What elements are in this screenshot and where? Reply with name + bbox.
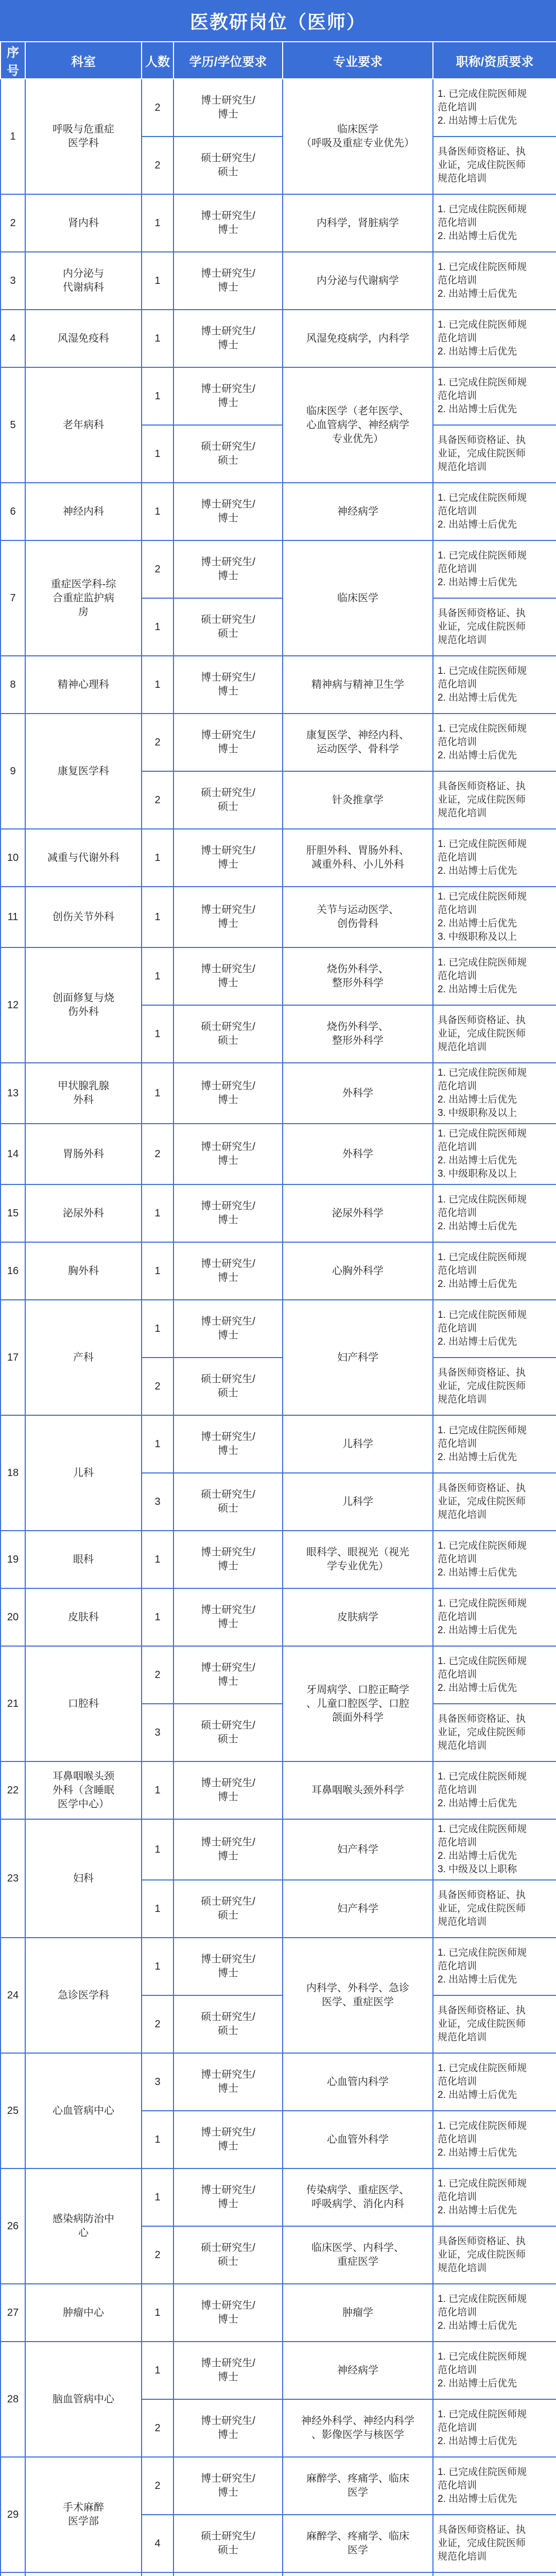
page-title: 医教研岗位（医师）: [0, 0, 556, 41]
major-requirement: 内科学、外科学、急诊 医学、重症医学: [283, 1938, 433, 2053]
row-index: 16: [1, 1242, 25, 1300]
headcount: 1: [142, 1588, 173, 1646]
department-name: [25, 2572, 142, 2576]
major-requirement: 儿科学: [283, 1473, 433, 1531]
headcount: 1: [142, 483, 173, 540]
education-requirement: 博士研究生/ 博士: [173, 1761, 283, 1819]
row-index: 15: [1, 1184, 25, 1242]
headcount: 1: [142, 252, 173, 310]
major-requirement: 临床医学（老年医学、 心血管病学、神经病学 专业优先）: [283, 367, 433, 483]
education-requirement: 硕士研究生/ 硕士: [173, 1880, 283, 1938]
headcount: 1: [142, 1938, 173, 1995]
department-name: 甲状腺乳腺 外科: [25, 1063, 142, 1124]
header-major: 专业要求: [283, 42, 433, 79]
headcount: 1: [142, 1819, 173, 1880]
headcount: 1: [142, 1063, 173, 1124]
title-requirement: 具备医师资格证、执 业证，完成住院医师 规范化培训: [433, 771, 556, 829]
education-requirement: 硕士研究生/ 硕士: [173, 425, 283, 483]
title-requirement: 1. 已完成住院医师规 范化培训 2. 出站博士后优先: [433, 310, 556, 367]
title-requirement: 1. 已完成住院医师规 范化培训 2. 出站博士后优先: [433, 1646, 556, 1704]
table-row: [1, 2342, 556, 2399]
education-requirement: 博士研究生/ 博士: [173, 1588, 283, 1646]
headcount: 1: [142, 1300, 173, 1358]
education-requirement: 博士研究生/ 博士: [173, 947, 283, 1005]
row-index: 10: [1, 829, 25, 887]
department-name: 心血管病中心: [25, 2053, 142, 2168]
headcount: 1: [142, 1242, 173, 1300]
table-row: [1, 1184, 556, 1242]
major-requirement: 神经病学: [283, 2342, 433, 2399]
title-requirement: 1. 已完成住院医师规 范化培训 2. 出站博士后优先: [433, 540, 556, 598]
education-requirement: 博士研究生/ 博士: [173, 1184, 283, 1242]
row-index: [1, 2572, 25, 2576]
department-name: 泌尿外科: [25, 1184, 142, 1242]
headcount: 1: [142, 1415, 173, 1473]
row-index: 23: [1, 1819, 25, 1938]
table-row: [1, 714, 556, 771]
title-requirement: 具备医师资格证、执 业证，完成住院医师 规范化培训: [433, 1704, 556, 1761]
row-index: 2: [1, 194, 25, 252]
headcount: 1: [142, 1761, 173, 1819]
row-index: 11: [1, 887, 25, 947]
title-requirement: 1. 已完成住院医师规 范化培训 2. 出站博士后优先: [433, 1531, 556, 1588]
header-row: [1, 42, 556, 79]
major-requirement: 妇产科学: [283, 1300, 433, 1415]
education-requirement: 博士研究生/ 博士: [173, 1646, 283, 1704]
headcount: 1: [142, 829, 173, 887]
title-requirement: 1. 已完成住院医师规 范化培训 2. 出站博士后优先: [433, 656, 556, 714]
department-name: 肿瘤中心: [25, 2284, 142, 2342]
title-requirement: 1. 已完成住院医师规 范化培训 2. 出站博士后优先: [433, 483, 556, 540]
table-row: [1, 947, 556, 1005]
table-row: [1, 2168, 556, 2226]
education-requirement: 博士研究生/ 博士: [173, 483, 283, 540]
headcount: 2: [142, 1358, 173, 1415]
positions-table: [0, 41, 556, 2576]
title-requirement: 1. 已完成住院医师规 范化培训 2. 出站博士后优先: [433, 79, 556, 137]
row-index: 27: [1, 2284, 25, 2342]
department-name: 重症医学科-综 合重症监护病 房: [25, 540, 142, 656]
table-row: [1, 1588, 556, 1646]
header-title-requirement: 职称/资质要求: [433, 42, 556, 79]
title-requirement: 具备医师资格证、执 业证，完成住院医师 规范化培训: [433, 598, 556, 656]
title-requirement: 具备医师资格证、执 业证，完成住院医师 规范化培训: [433, 2226, 556, 2284]
department-name: 呼吸与危重症 医学科: [25, 79, 142, 194]
headcount: 1: [142, 1531, 173, 1588]
title-requirement: 1. 已完成住院医师规 范化培训 2. 出站博士后优先: [433, 1588, 556, 1646]
education-requirement: 博士研究生/ 博士: [173, 2284, 283, 2342]
headcount: 3: [142, 1473, 173, 1531]
department-name: 精神心理科: [25, 656, 142, 714]
title-requirement: 1. 已完成住院医师规 范化培训 2. 出站博士后优先: [433, 2168, 556, 2226]
row-index: 21: [1, 1646, 25, 1761]
major-requirement: 妇产科学: [283, 1819, 433, 1880]
education-requirement: 硕士研究生/ 硕士: [173, 1995, 283, 2053]
table-row: [1, 829, 556, 887]
title-requirement: 1. 已完成住院医师规 范化培训 2. 出站博士后优先: [433, 2457, 556, 2515]
headcount: 1: [142, 1880, 173, 1938]
major-requirement: 外科学: [283, 1063, 433, 1124]
education-requirement: 博士研究生/ 博士: [173, 1531, 283, 1588]
title-requirement: 1. 已完成住院医师规 范化培训 2. 出站博士后优先: [433, 1184, 556, 1242]
table-row: [1, 194, 556, 252]
education-requirement: 硕士研究生/ 硕士: [173, 1358, 283, 1415]
row-index: 6: [1, 483, 25, 540]
headcount: 4: [142, 2515, 173, 2572]
education-requirement: 博士研究生/ 博士: [173, 1938, 283, 1995]
headcount: 2: [142, 2226, 173, 2284]
education-requirement: 博士研究生/ 博士: [173, 1124, 283, 1184]
table-row: [1, 1646, 556, 1704]
major-requirement: 皮肤病学: [283, 1588, 433, 1646]
row-index: 29: [1, 2457, 25, 2572]
title-requirement: 1. 已完成住院医师规 范化培训 2. 出站博士后优先 3. 中级职称及以上: [433, 1124, 556, 1184]
row-index: 20: [1, 1588, 25, 1646]
education-requirement: 硕士研究生/ 硕士: [173, 137, 283, 194]
major-requirement: 关节与运动医学、 创伤骨科: [283, 887, 433, 947]
row-index: 19: [1, 1531, 25, 1588]
department-name: 减重与代谢外科: [25, 829, 142, 887]
education-requirement: 博士研究生/ 博士: [173, 1819, 283, 1880]
department-name: 感染病防治中 心: [25, 2168, 142, 2284]
major-requirement: 康复医学、神经内科、 运动医学、骨科学: [283, 714, 433, 771]
header-department: 科室: [25, 42, 142, 79]
table-row: [1, 656, 556, 714]
table-row: [1, 1761, 556, 1819]
headcount: 1: [142, 656, 173, 714]
major-requirement: 内科学，肾脏病学: [283, 194, 433, 252]
row-index: 4: [1, 310, 25, 367]
row-index: 24: [1, 1938, 25, 2053]
education-requirement: 博士研究生/ 博士: [173, 1242, 283, 1300]
title-requirement: 1. 已完成住院医师规 范化培训 2. 出站博士后优先: [433, 367, 556, 425]
table-row: [1, 2572, 556, 2576]
table-row: [1, 2284, 556, 2342]
headcount: 1: [142, 1184, 173, 1242]
education-requirement: 博士研究生/ 博士: [173, 1415, 283, 1473]
table-row: [1, 2457, 556, 2515]
education-requirement: 博士研究生/ 博士: [173, 367, 283, 425]
title-requirement: 1. 已完成住院医师规 范化培训 2. 出站博士后优先: [433, 194, 556, 252]
headcount: 2: [142, 137, 173, 194]
title-requirement: 1. 已完成住院医师规 范化培训 2. 出站博士后优先: [433, 252, 556, 310]
major-requirement: 传染病学、重症医学、 呼吸病学、消化内科: [283, 2168, 433, 2226]
education-requirement: 硕士研究生/ 硕士: [173, 1704, 283, 1761]
department-name: 胸外科: [25, 1242, 142, 1300]
title-requirement: 1. 已完成住院医师规 范化培训 2. 出站博士后优先: [433, 1300, 556, 1358]
table-row: [1, 1415, 556, 1473]
title-requirement: 具备医师资格证、执 业证，完成住院医师 规范化培训: [433, 1880, 556, 1938]
education-requirement: 硕士研究生/ 硕士: [173, 771, 283, 829]
major-requirement: 神经外科学、神经内科学 、影像医学与核医学: [283, 2399, 433, 2457]
table-row: [1, 1242, 556, 1300]
department-name: 儿科: [25, 1415, 142, 1531]
education-requirement: 博士研究生/ 博士: [173, 829, 283, 887]
major-requirement: 神经病学: [283, 483, 433, 540]
table-body: [1, 79, 556, 2576]
department-name: 手术麻醉 医学部: [25, 2457, 142, 2572]
row-index: 1: [1, 79, 25, 194]
major-requirement: 麻醉学、疼痛学、临床 医学: [283, 2515, 433, 2572]
row-index: 22: [1, 1761, 25, 1819]
department-name: 老年病科: [25, 367, 142, 483]
title-requirement: 具备医师资格证、执 业证，完成住院医师 规范化培训: [433, 425, 556, 483]
header-index: 序号: [1, 42, 25, 79]
department-name: 肾内科: [25, 194, 142, 252]
education-requirement: 硕士研究生/ 硕士: [173, 2226, 283, 2284]
headcount: 2: [142, 714, 173, 771]
major-requirement: 心胸外科学: [283, 1242, 433, 1300]
education-requirement: 博士研究生/ 博士: [173, 79, 283, 137]
major-requirement: 临床医学 （呼吸及重症专业优先）: [283, 79, 433, 194]
education-requirement: 博士研究生/ 博士: [173, 714, 283, 771]
title-requirement: 1. 已完成住院医师规 范化培训 2. 出站博士后优先: [433, 714, 556, 771]
table-row: [1, 1063, 556, 1124]
header-education: 学历/学位要求: [173, 42, 283, 79]
title-requirement: 具备医师资格证、执 业证，完成住院医师 规范化培训: [433, 1995, 556, 2053]
title-requirement: 具备医师资格证、执 业证，完成住院医师 规范化培训: [433, 1005, 556, 1063]
education-requirement: 博士研究生/ 博士: [173, 1063, 283, 1124]
title-requirement: 1. 已完成住院医师规 范化培训 2. 出站博士后优先: [433, 1242, 556, 1300]
major-requirement: 牙周病学、口腔正畸学 、儿童口腔医学、口腔 颌面外科学: [283, 1646, 433, 1761]
major-requirement: 心血管内科学: [283, 2053, 433, 2111]
major-requirement: 烧伤外科学、 整形外科学: [283, 1005, 433, 1063]
education-requirement: 博士研究生/ 博士: [173, 310, 283, 367]
education-requirement: 博士研究生/ 博士: [173, 2399, 283, 2457]
department-name: 风湿免疫科: [25, 310, 142, 367]
education-requirement: 博士研究生/ 博士: [173, 252, 283, 310]
major-requirement: 临床医学、内科学、 重症医学: [283, 2226, 433, 2284]
title-requirement: 1. 已完成住院医师规 范化培训 2. 出站博士后优先 3. 中级及以上职称: [433, 1819, 556, 1880]
education-requirement: 硕士研究生/ 硕士: [173, 1005, 283, 1063]
row-index: 5: [1, 367, 25, 483]
education-requirement: 硕士研究生/ 硕士: [173, 1473, 283, 1531]
row-index: 9: [1, 714, 25, 829]
headcount: 2: [142, 2457, 173, 2515]
headcount: 1: [142, 367, 173, 425]
table-row: [1, 367, 556, 425]
education-requirement: [173, 2572, 283, 2576]
headcount: 3: [142, 2053, 173, 2111]
headcount: 1: [142, 887, 173, 947]
headcount: 2: [142, 1124, 173, 1184]
headcount: 1: [142, 2168, 173, 2226]
headcount: 1: [142, 598, 173, 656]
headcount: 1: [142, 2284, 173, 2342]
department-name: 皮肤科: [25, 1588, 142, 1646]
department-name: 眼科: [25, 1531, 142, 1588]
department-name: 耳鼻咽喉头颈 外科（含睡眠 医学中心）: [25, 1761, 142, 1819]
headcount: 2: [142, 2399, 173, 2457]
headcount: [142, 2572, 173, 2576]
title-requirement: 1. 已完成住院医师规 范化培训 2. 出站博士后优先 3. 中级职称及以上: [433, 1063, 556, 1124]
department-name: 内分泌与 代谢病科: [25, 252, 142, 310]
title-requirement: 1. 已完成住院医师规 范化培训 2. 出站博士后优先: [433, 2111, 556, 2168]
major-requirement: 心血管外科学: [283, 2111, 433, 2168]
major-requirement: 肝胆外科、胃肠外科、 减重外科、小儿外科: [283, 829, 433, 887]
major-requirement: 烧伤外科学、 整形外科学: [283, 947, 433, 1005]
headcount: 1: [142, 425, 173, 483]
department-name: 产科: [25, 1300, 142, 1415]
major-requirement: 风湿免疫病学，内科学: [283, 310, 433, 367]
major-requirement: 针灸推拿学: [283, 771, 433, 829]
title-requirement: 1. 已完成住院医师规 范化培训 2. 出站博士后优先: [433, 1938, 556, 1995]
table-row: [1, 79, 556, 137]
table-row: [1, 483, 556, 540]
education-requirement: 博士研究生/ 博士: [173, 1300, 283, 1358]
department-name: 胃肠外科: [25, 1124, 142, 1184]
department-name: 康复医学科: [25, 714, 142, 829]
table-row: [1, 1124, 556, 1184]
table-row: [1, 1300, 556, 1358]
row-index: 13: [1, 1063, 25, 1124]
table-row: [1, 540, 556, 598]
department-name: 口腔科: [25, 1646, 142, 1761]
headcount: 2: [142, 1646, 173, 1704]
department-name: 神经内科: [25, 483, 142, 540]
education-requirement: 博士研究生/ 博士: [173, 2111, 283, 2168]
row-index: 28: [1, 2342, 25, 2457]
headcount: 1: [142, 194, 173, 252]
title-requirement: 1. 已完成住院医师规 范化培训 2. 出站博士后优先 3. 中级职称及以上: [433, 887, 556, 947]
title-requirement: 1. 已完成住院医师规 范化培训 2. 出站博士后优先: [433, 2053, 556, 2111]
title-requirement: 1. 已完成住院医师规 范化培训 2. 出站博士后优先: [433, 2342, 556, 2399]
table-row: [1, 887, 556, 947]
headcount: 1: [142, 2111, 173, 2168]
education-requirement: 博士研究生/ 博士: [173, 2342, 283, 2399]
title-requirement: 1. 已完成住院医师规 范化培训 2. 出站博士后优先: [433, 2284, 556, 2342]
major-requirement: 精神病与精神卫生学: [283, 656, 433, 714]
row-index: 3: [1, 252, 25, 310]
row-index: 14: [1, 1124, 25, 1184]
major-requirement: 儿科学: [283, 1415, 433, 1473]
row-index: 7: [1, 540, 25, 656]
headcount: 2: [142, 79, 173, 137]
major-requirement: 眼科学、眼视光（视光 学专业优先）: [283, 1531, 433, 1588]
title-requirement: 1. 已完成住院医师规 范化培训 2. 出站博士后优先: [433, 829, 556, 887]
title-requirement: 1. 已完成住院医师规 范化培训 2. 出站博士后优先: [433, 947, 556, 1005]
table-row: [1, 252, 556, 310]
education-requirement: 博士研究生/ 博士: [173, 2053, 283, 2111]
title-requirement: 1. 已完成住院医师规 范化培训 2. 出站博士后优先: [433, 2399, 556, 2457]
major-requirement: 麻醉学、疼痛学、临床 医学: [283, 2457, 433, 2515]
row-index: 18: [1, 1415, 25, 1531]
headcount: 2: [142, 540, 173, 598]
major-requirement: [283, 2572, 433, 2576]
major-requirement: 耳鼻咽喉头颈外科学: [283, 1761, 433, 1819]
title-requirement: 具备医师资格证、执 业证，完成住院医师 规范化培训: [433, 2515, 556, 2572]
education-requirement: 博士研究生/ 博士: [173, 656, 283, 714]
headcount: 1: [142, 947, 173, 1005]
title-requirement: 具备医师资格证、执 业证，完成住院医师 规范化培训: [433, 1473, 556, 1531]
major-requirement: 外科学: [283, 1124, 433, 1184]
headcount: 1: [142, 1005, 173, 1063]
major-requirement: 泌尿外科学: [283, 1184, 433, 1242]
major-requirement: 肿瘤学: [283, 2284, 433, 2342]
table-row: [1, 1819, 556, 1880]
department-name: 创伤关节外科: [25, 887, 142, 947]
row-index: 8: [1, 656, 25, 714]
department-name: 急诊医学科: [25, 1938, 142, 2053]
title-requirement: 具备医师资格证、执 业证，完成住院医师 规范化培训: [433, 137, 556, 194]
title-requirement: [433, 2572, 556, 2576]
headcount: 1: [142, 2342, 173, 2399]
education-requirement: 博士研究生/ 博士: [173, 887, 283, 947]
education-requirement: 硕士研究生/ 硕士: [173, 598, 283, 656]
table-row: [1, 1531, 556, 1588]
education-requirement: 博士研究生/ 博士: [173, 2168, 283, 2226]
title-requirement: 1. 已完成住院医师规 范化培训 2. 出站博士后优先: [433, 1415, 556, 1473]
headcount: 3: [142, 1704, 173, 1761]
education-requirement: 硕士研究生/ 硕士: [173, 2515, 283, 2572]
row-index: 12: [1, 947, 25, 1063]
table-row: [1, 1938, 556, 1995]
row-index: 17: [1, 1300, 25, 1415]
major-requirement: 内分泌与代谢病学: [283, 252, 433, 310]
major-requirement: 妇产科学: [283, 1880, 433, 1938]
table-row: [1, 310, 556, 367]
major-requirement: 临床医学: [283, 540, 433, 656]
table-row: [1, 2053, 556, 2111]
title-requirement: 具备医师资格证、执 业证，完成住院医师 规范化培训: [433, 1358, 556, 1415]
education-requirement: 博士研究生/ 博士: [173, 2457, 283, 2515]
headcount: 1: [142, 310, 173, 367]
header-count: 人数: [142, 42, 173, 79]
row-index: 25: [1, 2053, 25, 2168]
title-requirement: 1. 已完成住院医师规 范化培训 2. 出站博士后优先: [433, 1761, 556, 1819]
department-name: 妇科: [25, 1819, 142, 1938]
department-name: 创面修复与烧 伤外科: [25, 947, 142, 1063]
headcount: 2: [142, 771, 173, 829]
headcount: 2: [142, 1995, 173, 2053]
row-index: 26: [1, 2168, 25, 2284]
education-requirement: 博士研究生/ 博士: [173, 540, 283, 598]
department-name: 脑血管病中心: [25, 2342, 142, 2457]
education-requirement: 博士研究生/ 博士: [173, 194, 283, 252]
